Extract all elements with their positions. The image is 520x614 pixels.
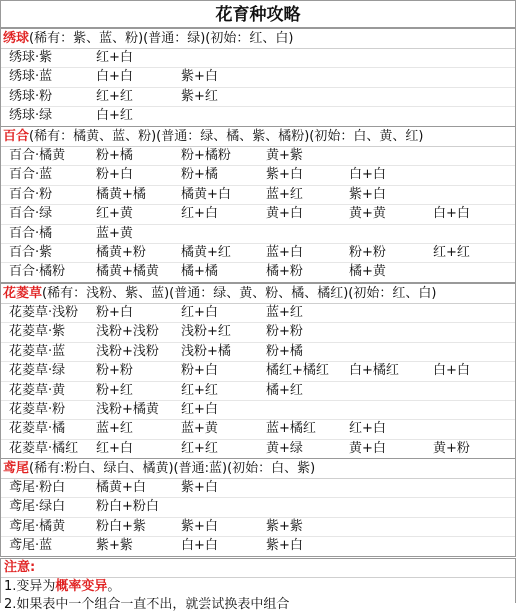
table-row xyxy=(1,304,515,323)
variety-name: 花菱草·橘 xyxy=(9,421,66,437)
variety-name: 百合·橘粉 xyxy=(9,264,66,280)
table-row xyxy=(1,440,515,458)
cross-combo: 粉+橘粉 xyxy=(181,148,231,163)
cross-combo: 橘红+橘红 xyxy=(266,363,329,379)
cross-combo: 橘+红 xyxy=(266,382,303,398)
variety-name: 绣球·蓝 xyxy=(9,69,53,85)
cross-combo: 浅粉+红 xyxy=(181,324,231,340)
flower-name: 花菱草 xyxy=(3,286,43,301)
table-row xyxy=(1,498,515,517)
table-row xyxy=(1,362,515,381)
cross-combo: 粉+红 xyxy=(96,382,133,398)
table-row xyxy=(1,382,515,401)
table-row xyxy=(1,479,515,498)
section-0 xyxy=(0,28,516,127)
variety-name: 花菱草·绿 xyxy=(9,363,66,379)
cross-combo: 紫+白 xyxy=(181,480,218,495)
table-row xyxy=(1,518,515,537)
cross-combo: 橘+橘 xyxy=(181,264,218,280)
section-header xyxy=(1,459,515,479)
cross-combo: 橘+粉 xyxy=(266,264,303,280)
cross-combo: 白+白 xyxy=(96,69,133,85)
table-row xyxy=(1,49,515,68)
cross-combo: 浅粉+浅粉 xyxy=(96,343,159,359)
table-row xyxy=(1,107,515,125)
cross-combo: 红+红 xyxy=(181,440,218,456)
section-3 xyxy=(0,458,516,557)
table-row xyxy=(1,166,515,185)
cross-combo: 紫+白 xyxy=(349,186,386,202)
table-row xyxy=(1,263,515,281)
cross-combo: 红+红 xyxy=(433,244,470,260)
flower-name: 鸢尾 xyxy=(3,461,30,476)
cross-combo: 红+红 xyxy=(181,382,218,398)
variety-name: 鸢尾·粉白 xyxy=(9,480,66,495)
table-row xyxy=(1,244,515,263)
variety-name: 花菱草·蓝 xyxy=(9,343,66,359)
cross-combo: 浅粉+浅粉 xyxy=(96,324,159,340)
cross-combo: 橘黄+白 xyxy=(96,480,146,495)
table-row xyxy=(1,68,515,87)
section-1 xyxy=(0,126,516,283)
cross-combo: 紫+紫 xyxy=(96,538,133,554)
cross-combo: 红+白 xyxy=(96,440,133,456)
cross-combo: 黄+黄 xyxy=(349,206,386,222)
cross-combo: 红+白 xyxy=(96,50,133,65)
variety-name: 绣球·粉 xyxy=(9,88,53,104)
cross-combo: 红+白 xyxy=(349,421,386,437)
note-1-suffix: 。 xyxy=(107,579,121,594)
cross-combo: 粉+橘 xyxy=(266,343,303,359)
flower-name: 百合 xyxy=(3,129,30,144)
cross-combo: 紫+白 xyxy=(266,538,303,554)
cross-combo: 蓝+白 xyxy=(266,244,303,260)
cross-combo: 橘黄+红 xyxy=(181,244,231,260)
cross-combo: 粉+橘 xyxy=(96,148,133,163)
variety-name: 绣球·绿 xyxy=(9,108,53,124)
cross-combo: 白+白 xyxy=(181,538,218,554)
cross-combo: 浅粉+橘黄 xyxy=(96,401,159,417)
variety-name: 花菱草·紫 xyxy=(9,324,66,340)
cross-combo: 黄+白 xyxy=(349,440,386,456)
cross-combo: 紫+红 xyxy=(181,88,218,104)
variety-name: 百合·橘 xyxy=(9,225,53,241)
cross-combo: 白+橘红 xyxy=(349,363,399,379)
cross-combo: 浅粉+橘 xyxy=(181,343,231,359)
flower-name: 绣球 xyxy=(3,31,30,46)
cross-combo: 粉+粉 xyxy=(96,363,133,379)
cross-combo: 粉+白 xyxy=(96,305,133,320)
section-header xyxy=(1,284,515,304)
table-row xyxy=(1,343,515,362)
variety-name: 花菱草·粉 xyxy=(9,401,66,417)
table-row xyxy=(1,420,515,439)
table-row xyxy=(1,88,515,107)
variety-name: 鸢尾·蓝 xyxy=(9,538,53,554)
variety-name: 花菱草·浅粉 xyxy=(9,305,79,320)
cross-combo: 紫+紫 xyxy=(266,518,303,534)
cross-combo: 红+白 xyxy=(181,305,218,320)
cross-combo: 橘黄+橘 xyxy=(96,186,146,202)
cross-combo: 红+白 xyxy=(181,206,218,222)
variety-name: 百合·绿 xyxy=(9,206,53,222)
cross-combo: 紫+白 xyxy=(181,518,218,534)
cross-combo: 蓝+红 xyxy=(96,421,133,437)
cross-combo: 白+白 xyxy=(433,363,470,379)
variety-name: 花菱草·黄 xyxy=(9,382,66,398)
variety-name: 百合·紫 xyxy=(9,244,53,260)
note-line-2 xyxy=(1,596,515,614)
cross-combo: 橘+黄 xyxy=(349,264,386,280)
cross-combo: 粉+粉 xyxy=(266,324,303,340)
table-row xyxy=(1,205,515,224)
cross-combo: 橘黄+白 xyxy=(181,186,231,202)
notes-panel xyxy=(0,558,516,612)
cross-combo: 白+红 xyxy=(96,108,133,124)
variety-name: 百合·橘黄 xyxy=(9,148,66,163)
notes-title: 注意: xyxy=(1,559,515,578)
cross-combo: 红+白 xyxy=(181,401,218,417)
variety-name: 鸢尾·橘黄 xyxy=(9,518,66,534)
cross-combo: 粉+橘 xyxy=(181,167,218,183)
note-line-1 xyxy=(1,578,515,596)
cross-combo: 白+白 xyxy=(349,167,386,183)
cross-combo: 蓝+黄 xyxy=(96,225,133,241)
variety-name: 花菱草·橘红 xyxy=(9,440,79,456)
cross-combo: 蓝+红 xyxy=(266,305,303,320)
cross-combo: 粉白+粉白 xyxy=(96,499,159,515)
cross-combo: 红+红 xyxy=(96,88,133,104)
table-row xyxy=(1,225,515,244)
variety-name: 鸢尾·绿白 xyxy=(9,499,66,515)
section-2 xyxy=(0,283,516,459)
flower-info: (稀有:粉白、绿白、橘黄)(普通:蓝)(初始：白、紫) xyxy=(29,461,316,476)
cross-combo: 紫+白 xyxy=(266,167,303,183)
table-row xyxy=(1,186,515,205)
cross-combo: 蓝+黄 xyxy=(181,421,218,437)
cross-combo: 黄+绿 xyxy=(266,440,303,456)
cross-combo: 黄+紫 xyxy=(266,148,303,163)
flower-info: (稀有：橘黄、蓝、粉)(普通：绿、橘、紫、橘粉)(初始：白、黄、红) xyxy=(29,129,424,144)
table-row xyxy=(1,323,515,342)
cross-combo: 橘黄+粉 xyxy=(96,244,146,260)
variety-name: 百合·蓝 xyxy=(9,167,53,183)
cross-combo: 蓝+红 xyxy=(266,186,303,202)
flower-info: (稀有：浅粉、紫、蓝)(普通：绿、黄、粉、橘、橘红)(初始：红、白) xyxy=(42,286,437,301)
cross-combo: 粉+粉 xyxy=(349,244,386,260)
cross-combo: 红+黄 xyxy=(96,206,133,222)
section-header xyxy=(1,29,515,49)
note-1-prefix: 1.变异为 xyxy=(4,579,56,594)
variety-name: 绣球·紫 xyxy=(9,50,53,65)
variety-name: 百合·粉 xyxy=(9,186,53,202)
table-row xyxy=(1,537,515,555)
cross-combo: 紫+白 xyxy=(181,69,218,85)
cross-combo: 白+白 xyxy=(433,206,470,222)
section-header xyxy=(1,127,515,147)
note-1-highlight: 概率变异 xyxy=(55,579,108,594)
cross-combo: 橘黄+橘黄 xyxy=(96,264,159,280)
table-row xyxy=(1,401,515,420)
cross-combo: 蓝+橘红 xyxy=(266,421,316,437)
cross-combo: 黄+粉 xyxy=(433,440,470,456)
table-row xyxy=(1,147,515,166)
cross-combo: 粉+白 xyxy=(181,363,218,379)
cross-combo: 粉白+紫 xyxy=(96,518,146,534)
cross-combo: 黄+白 xyxy=(266,206,303,222)
note-2-text: 2.如果表中一个组合一直不出，就尝试换表中组合 xyxy=(4,597,290,612)
flower-info: (稀有：紫、蓝、粉)(普通：绿)(初始：红、白) xyxy=(29,31,294,46)
cross-combo: 粉+白 xyxy=(96,167,133,183)
page-title: 花育种攻略 xyxy=(0,0,516,28)
